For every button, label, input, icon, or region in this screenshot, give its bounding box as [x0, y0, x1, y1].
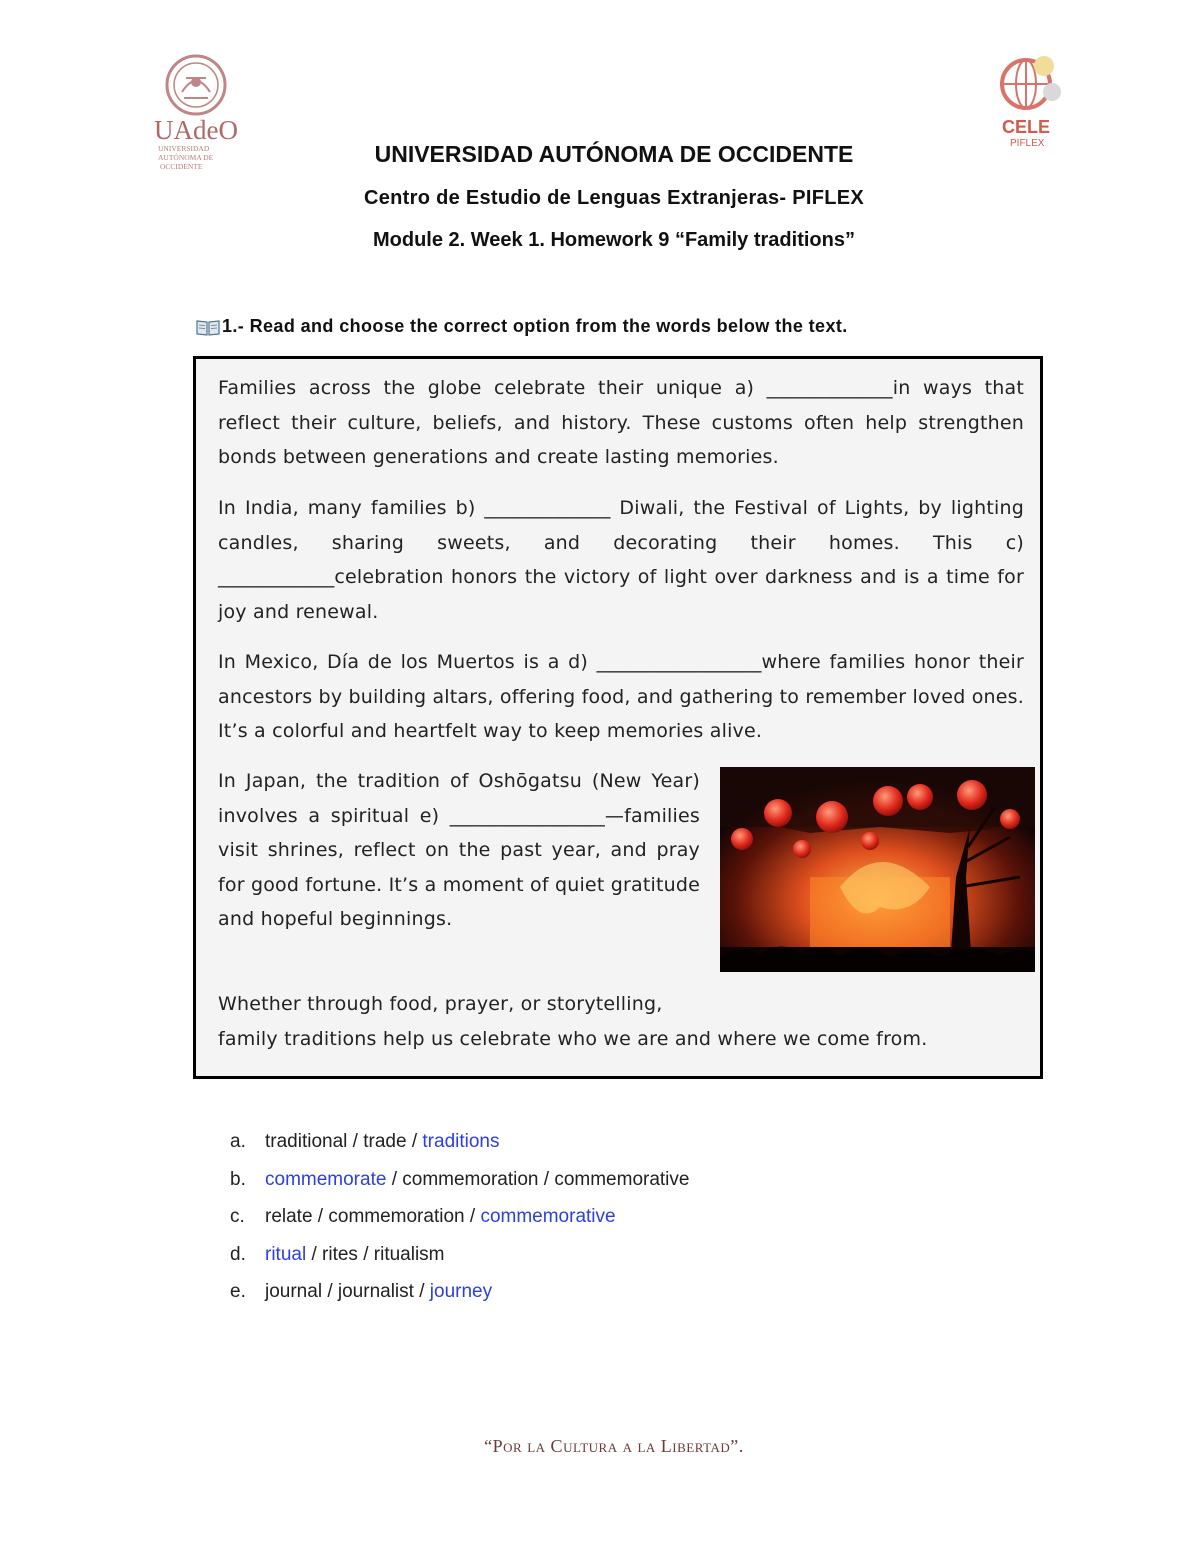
svg-text:AUTÓNOMA DE: AUTÓNOMA DE: [158, 153, 214, 162]
option-word-answer: commemorate: [265, 1168, 387, 1190]
option-separator: /: [464, 1206, 481, 1227]
option-word: commemoration: [402, 1168, 539, 1190]
answer-options-list: [230, 1126, 689, 1314]
option-separator: /: [306, 1243, 323, 1265]
option-word: commemorative: [554, 1168, 690, 1190]
option-letter: e.: [230, 1281, 246, 1302]
option-word-answer: ritual: [265, 1243, 307, 1265]
option-item-e: [230, 1276, 689, 1314]
option-letter: a.: [230, 1131, 246, 1152]
cele-logo-subtext: PIFLEX: [1010, 138, 1045, 149]
option-item-a: [230, 1126, 689, 1164]
uadeo-logo-text: UAdeO: [154, 115, 238, 145]
option-item-d: [230, 1239, 689, 1277]
option-letter: b.: [230, 1168, 246, 1190]
reading-paragraph: In Japan, the tradition of Oshōgatsu (New Year) involves a spiritual e) ________________—families visit shrines, reflect on the past year, and pray for good fortune. It’s a moment of quiet gratitude and hopeful beginnings.: [218, 770, 700, 930]
page-subtitle: Centro de Estudio de Lenguas Extranjeras- PIFLEX: [363, 187, 865, 209]
open-book-icon: [196, 318, 220, 336]
reading-paragraph: family traditions help us celebrate who we are and where we come from.: [218, 1028, 928, 1050]
svg-text:OCCIDENTE: OCCIDENTE: [160, 162, 203, 171]
option-letter: c.: [230, 1206, 245, 1227]
option-word-answer: traditions: [422, 1131, 500, 1152]
option-separator: /: [322, 1281, 338, 1302]
option-word-answer: journey: [429, 1281, 493, 1302]
option-word-answer: commemorative: [480, 1206, 616, 1227]
page-title: UNIVERSIDAD AUTÓNOMA DE OCCIDENTE: [374, 141, 854, 167]
option-separator: /: [413, 1281, 430, 1302]
module-title: Module 2. Week 1. Homework 9 “Family traditions”: [373, 229, 855, 251]
reading-paragraph: Families across the globe celebrate their unique a) _____________in ways that reflect their culture, beliefs, and history. These customs often help strengthen bonds between generations and create lasting memories.: [218, 377, 1024, 468]
red-lanterns-photo-icon: [720, 767, 1035, 972]
reading-paragraph: In India, many families b) _____________ Diwali, the Festival of Lights, by lighting candles, sharing sweets, and decorating their homes. This c) ____________celebration honors the victory of light over darkness and is a time for joy and renewal.: [218, 497, 1024, 623]
svg-text:UNIVERSIDAD: UNIVERSIDAD: [158, 144, 210, 153]
option-word: rites: [322, 1243, 358, 1265]
reading-paragraph: Whether through food, prayer, or storytelling,: [218, 993, 663, 1015]
option-separator: /: [347, 1131, 364, 1152]
footer-motto: “Por la Cultura a la Libertad”.: [484, 1436, 744, 1456]
option-separator: /: [538, 1168, 555, 1190]
option-word: trade: [363, 1131, 407, 1152]
option-letter: d.: [230, 1243, 246, 1265]
option-word: commemoration: [328, 1206, 465, 1227]
option-word: ritualism: [373, 1243, 445, 1265]
option-separator: /: [357, 1243, 374, 1265]
option-word: relate: [265, 1206, 313, 1227]
instruction-text: 1.- Read and choose the correct option from the words below the text.: [222, 316, 848, 336]
option-separator: /: [406, 1131, 423, 1152]
option-word: journal: [265, 1281, 323, 1302]
option-item-c: [230, 1201, 689, 1239]
option-word: journalist: [337, 1281, 414, 1302]
reading-text-box: [193, 356, 1043, 1079]
option-item-b: [230, 1164, 689, 1202]
option-separator: /: [312, 1206, 329, 1227]
lantern-festival-photo: [720, 767, 1035, 972]
reading-paragraph: In Mexico, Día de los Muertos is a d) _________________where families honor their ancestors by building altars, offering food, and gathering to remember loved ones. It’s a colorful and heartfelt way to keep memories alive.: [218, 651, 1024, 742]
cele-globe-icon: [996, 52, 1068, 152]
exercise-instruction: [196, 316, 848, 337]
option-word: traditional: [265, 1131, 348, 1152]
option-separator: /: [386, 1168, 403, 1190]
cele-logo: [996, 52, 1068, 152]
cele-logo-text: CELE: [1002, 117, 1051, 137]
